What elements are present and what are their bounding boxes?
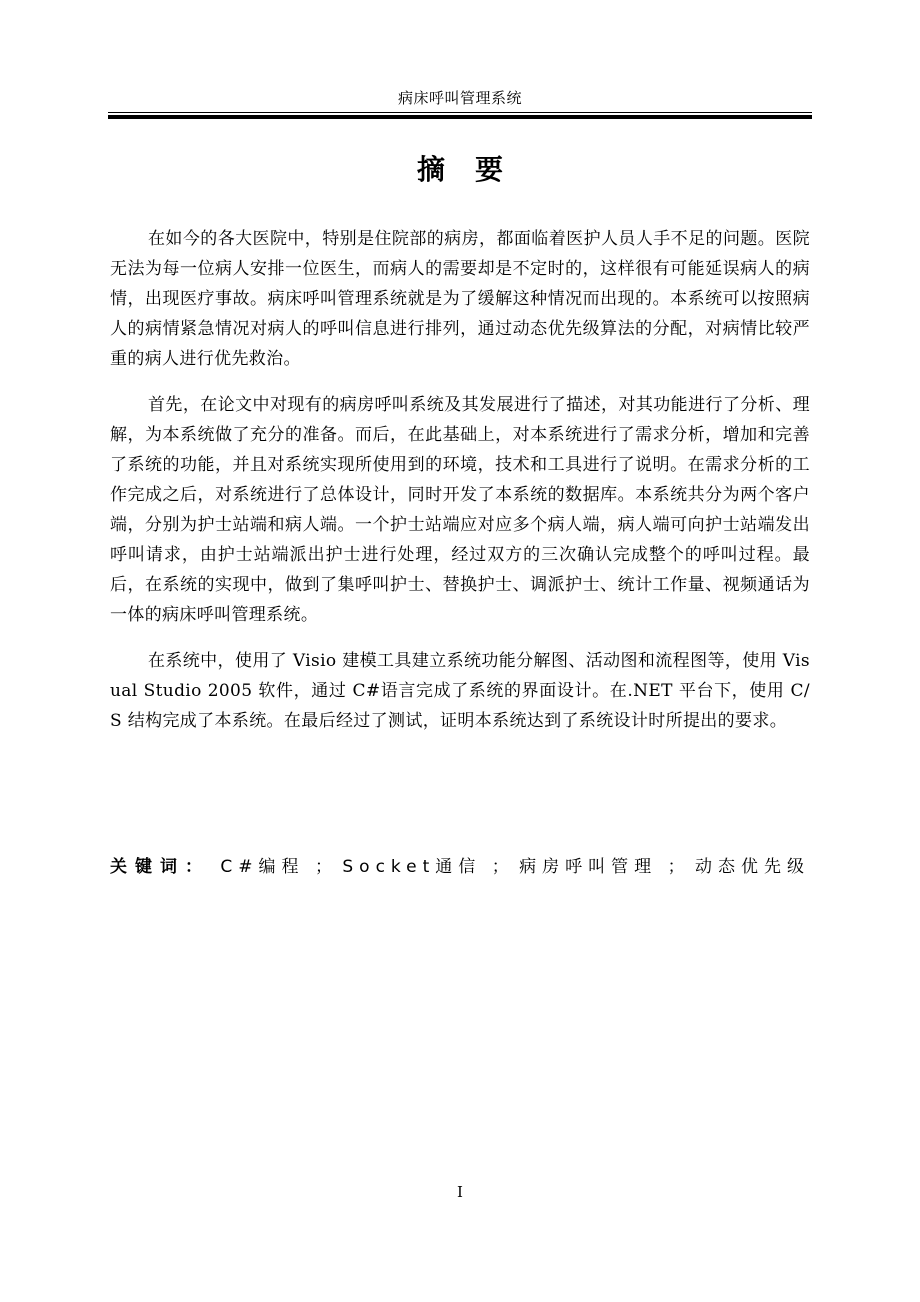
running-header: 病床呼叫管理系统 xyxy=(397,89,522,107)
keyword-4: 动态优先级 xyxy=(694,857,810,877)
page-number: I xyxy=(457,1183,463,1201)
abstract-paragraph-2: 首先，在论文中对现有的病房呼叫系统及其发展进行了描述，对其功能进行了分析、理解，为本系统做了充分的准备。而后，在此基础上，对本系统进行了需求分析，增加和完善了系统的功能，并且对系统实现所使用到的环境，技术和工具进行了说明。在需求分析的工作完成之后，对系统进行了总体设计，同时开发了本系统的数据库。本系统共分为两个客户端，分别为护士站端和病人端。一个护士站端应对应多个病人端，病人端可向护士站端发出呼叫请求，由护士站端派出护士进行处理，经过双方的三次确认完成整个的呼叫过程。最后，在系统的实现中，做到了集呼叫护士、替换护士、调派护士、统计工作量、视频通话为一体的病床呼叫管理系统。 xyxy=(110,395,810,625)
keyword-1: C#编程 xyxy=(220,857,305,877)
keyword-separator: ； xyxy=(491,857,509,877)
abstract-paragraph-3: 在系统中，使用了 Visio 建模工具建立系统功能分解图、活动图和流程图等，使用 Visual Studio 2005 软件，通过 C#语言完成了系统的界面设计。在.NET 平台下，使用 C/S 结构完成了本系统。在最后经过了测试，证明本系统达到了系统设计时所提出的要求。 xyxy=(110,651,810,731)
keyword-2: Socket通信 xyxy=(342,857,482,877)
keyword-separator: ； xyxy=(314,857,332,877)
header-rule-thick xyxy=(108,115,812,119)
abstract-title: 摘要 xyxy=(416,153,533,186)
keyword-separator: ； xyxy=(667,857,685,877)
header-rule-thin xyxy=(108,112,812,113)
keywords-line xyxy=(110,852,810,882)
keywords-label: 关键词： xyxy=(110,857,210,877)
abstract-body xyxy=(110,224,810,752)
keyword-3: 病房呼叫管理 xyxy=(519,857,658,877)
abstract-paragraph-1: 在如今的各大医院中，特别是住院部的病房，都面临着医护人员人手不足的问题。医院无法为每一位病人安排一位医生，而病人的需要却是不定时的，这样很有可能延误病人的病情，出现医疗事故。病床呼叫管理系统就是为了缓解这种情况而出现的。本系统可以按照病人的病情紧急情况对病人的呼叫信息进行排列，通过动态优先级算法的分配，对病情比较严重的病人进行优先救治。 xyxy=(110,229,810,369)
